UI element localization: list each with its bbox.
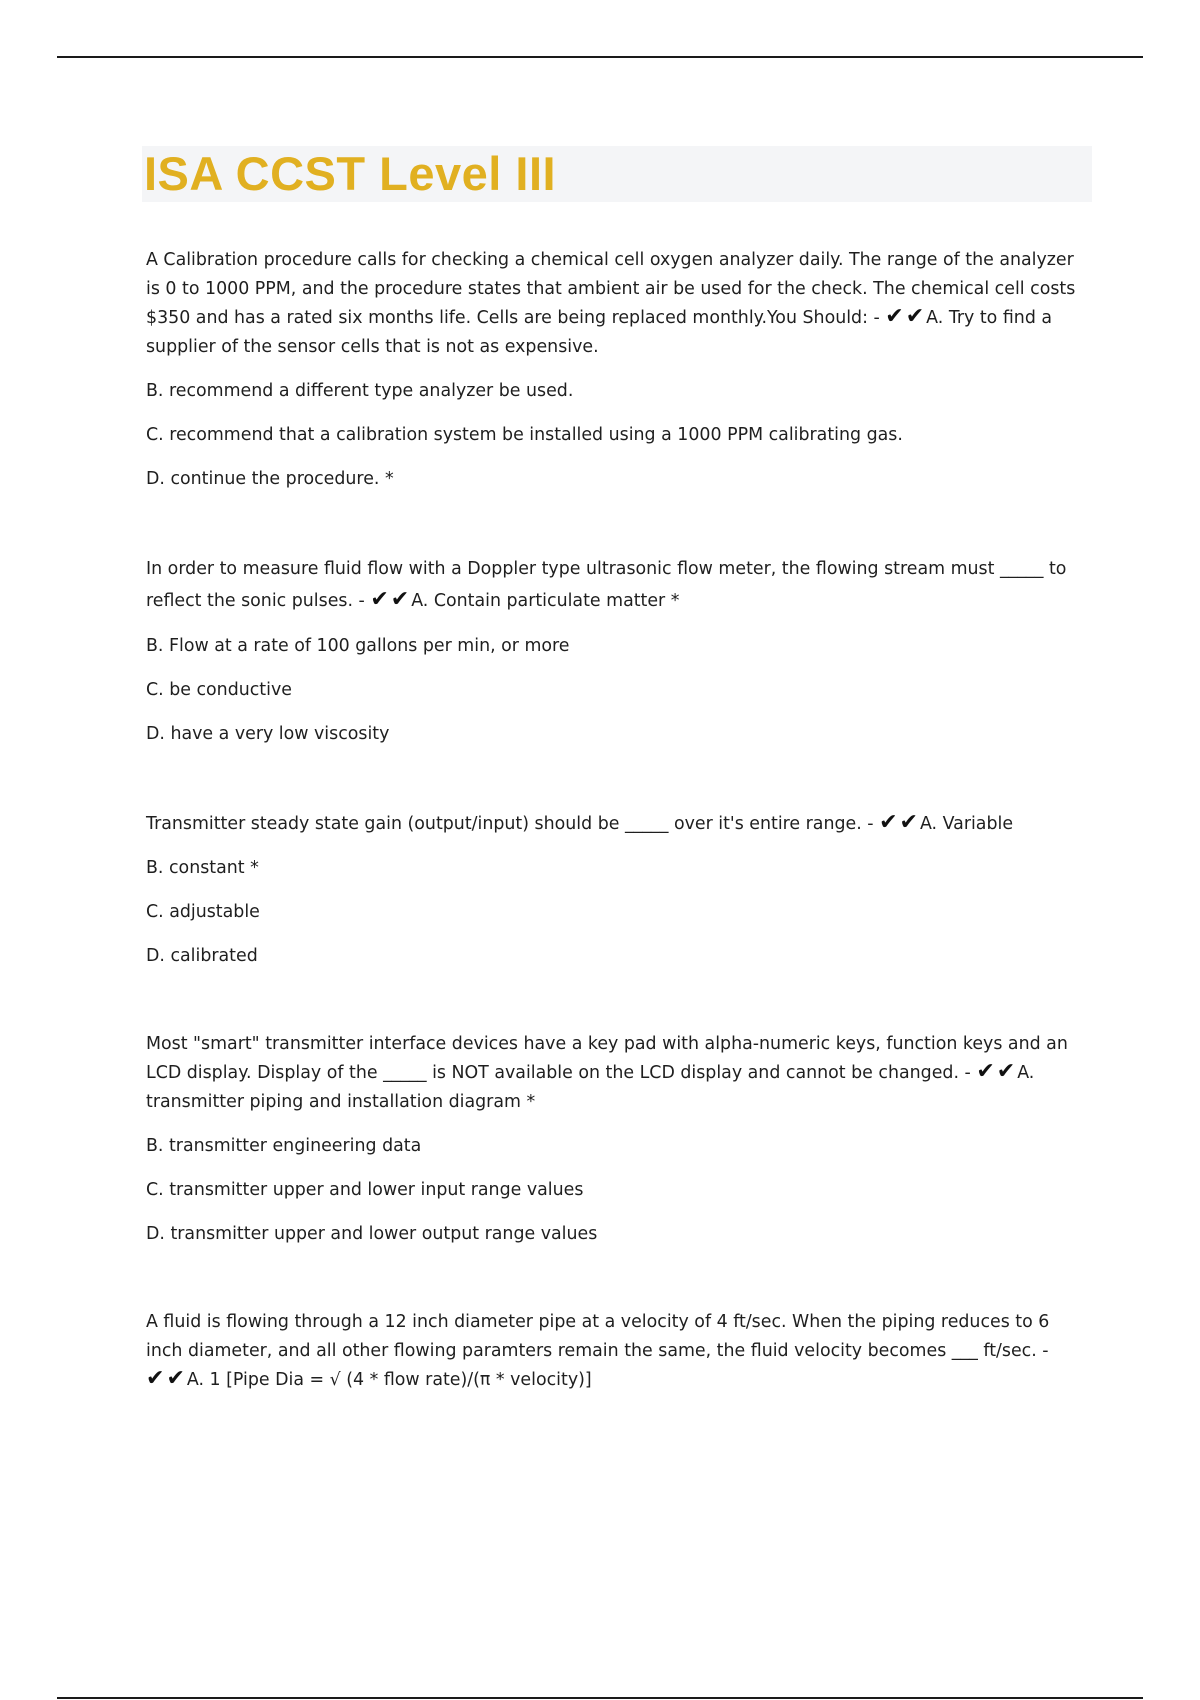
answer-option: D. have a very low viscosity [146,724,390,744]
question-stem: Most "smart" transmitter interface devices have a key pad with alpha-numeric keys, function keys and an LCD display. Display of the _____ is NOT available on the LCD display and cannot be changed. - [146,1034,1068,1083]
question-block-1 [146,246,1086,494]
answer-option: B. Flow at a rate of 100 gallons per min, or more [146,636,570,656]
answer-option: C. adjustable [146,902,260,922]
check-icon: ✔ [166,1366,185,1391]
check-icon: ✔ [146,1366,165,1391]
question-stem: A Calibration procedure calls for checking a chemical cell oxygen analyzer daily. The range of the analyzer is 0 to 1000 PPM, and the procedure states that ambient air be used for the check. The chemical cell costs $350 and has a rated six months life. Cells are being replaced monthly.You Should: - [146,250,1076,328]
answer-text: A. Try to find a supplier of the sensor cells that is not as expensive. [146,308,1053,357]
answer-option: C. transmitter upper and lower input range values [146,1180,584,1200]
check-icon: ✔ [996,1059,1016,1084]
question-block-2 [146,553,1086,749]
top-rule [57,56,1143,58]
document-title: ISA CCST Level III [144,147,557,200]
answer-option: D. calibrated [146,946,258,966]
answer-option: B. recommend a different type analyzer be used. [146,381,574,401]
answer-text: A. transmitter piping and installation diagram * [146,1063,1035,1112]
check-icon: ✔ [370,587,389,612]
answer-option: B. transmitter engineering data [146,1136,422,1156]
answer-text: A. Contain particulate matter * [411,591,680,611]
answer-option: D. transmitter upper and lower output range values [146,1224,598,1244]
answer-text: A. Variable [919,814,1014,834]
question-stem: Transmitter steady state gain (output/input) should be _____ over it's entire range. - [146,814,874,834]
check-icon: ✔ [899,810,918,835]
question-text [146,1308,1086,1395]
bottom-rule [57,1697,1143,1699]
check-icon: ✔ [390,587,410,612]
answer-option: D. continue the procedure. * [146,469,394,489]
check-icon: ✔ [885,304,904,329]
answer-option: B. constant * [146,858,259,878]
question-stem: A fluid is flowing through a 12 inch diameter pipe at a velocity of 4 ft/sec. When the piping reduces to 6 inch diameter, and all other flowing paramters remain the same, the fluid velocity becomes ___ ft/sec. - [146,1312,1050,1361]
question-block-4 [146,1030,1086,1249]
answer-text: A. 1 [Pipe Dia = √ (4 * flow rate)/(π * velocity)] [186,1370,592,1390]
question-text [146,1030,1086,1117]
question-stem: In order to measure fluid flow with a Doppler type ultrasonic flow meter, the flowing stream must _____ to reflect the sonic pulses. - [146,559,1067,611]
question-block-5 [146,1308,1086,1395]
check-icon: ✔ [976,1059,995,1084]
question-block-3 [146,810,1086,971]
question-text [146,810,1086,839]
answer-option: C. be conductive [146,680,292,700]
check-icon: ✔ [905,304,925,329]
question-text [146,553,1086,617]
check-icon: ✔ [879,810,898,835]
question-list [146,246,1086,1395]
answer-option: C. recommend that a calibration system be installed using a 1000 PPM calibrating gas. [146,425,903,445]
question-text [146,246,1086,362]
